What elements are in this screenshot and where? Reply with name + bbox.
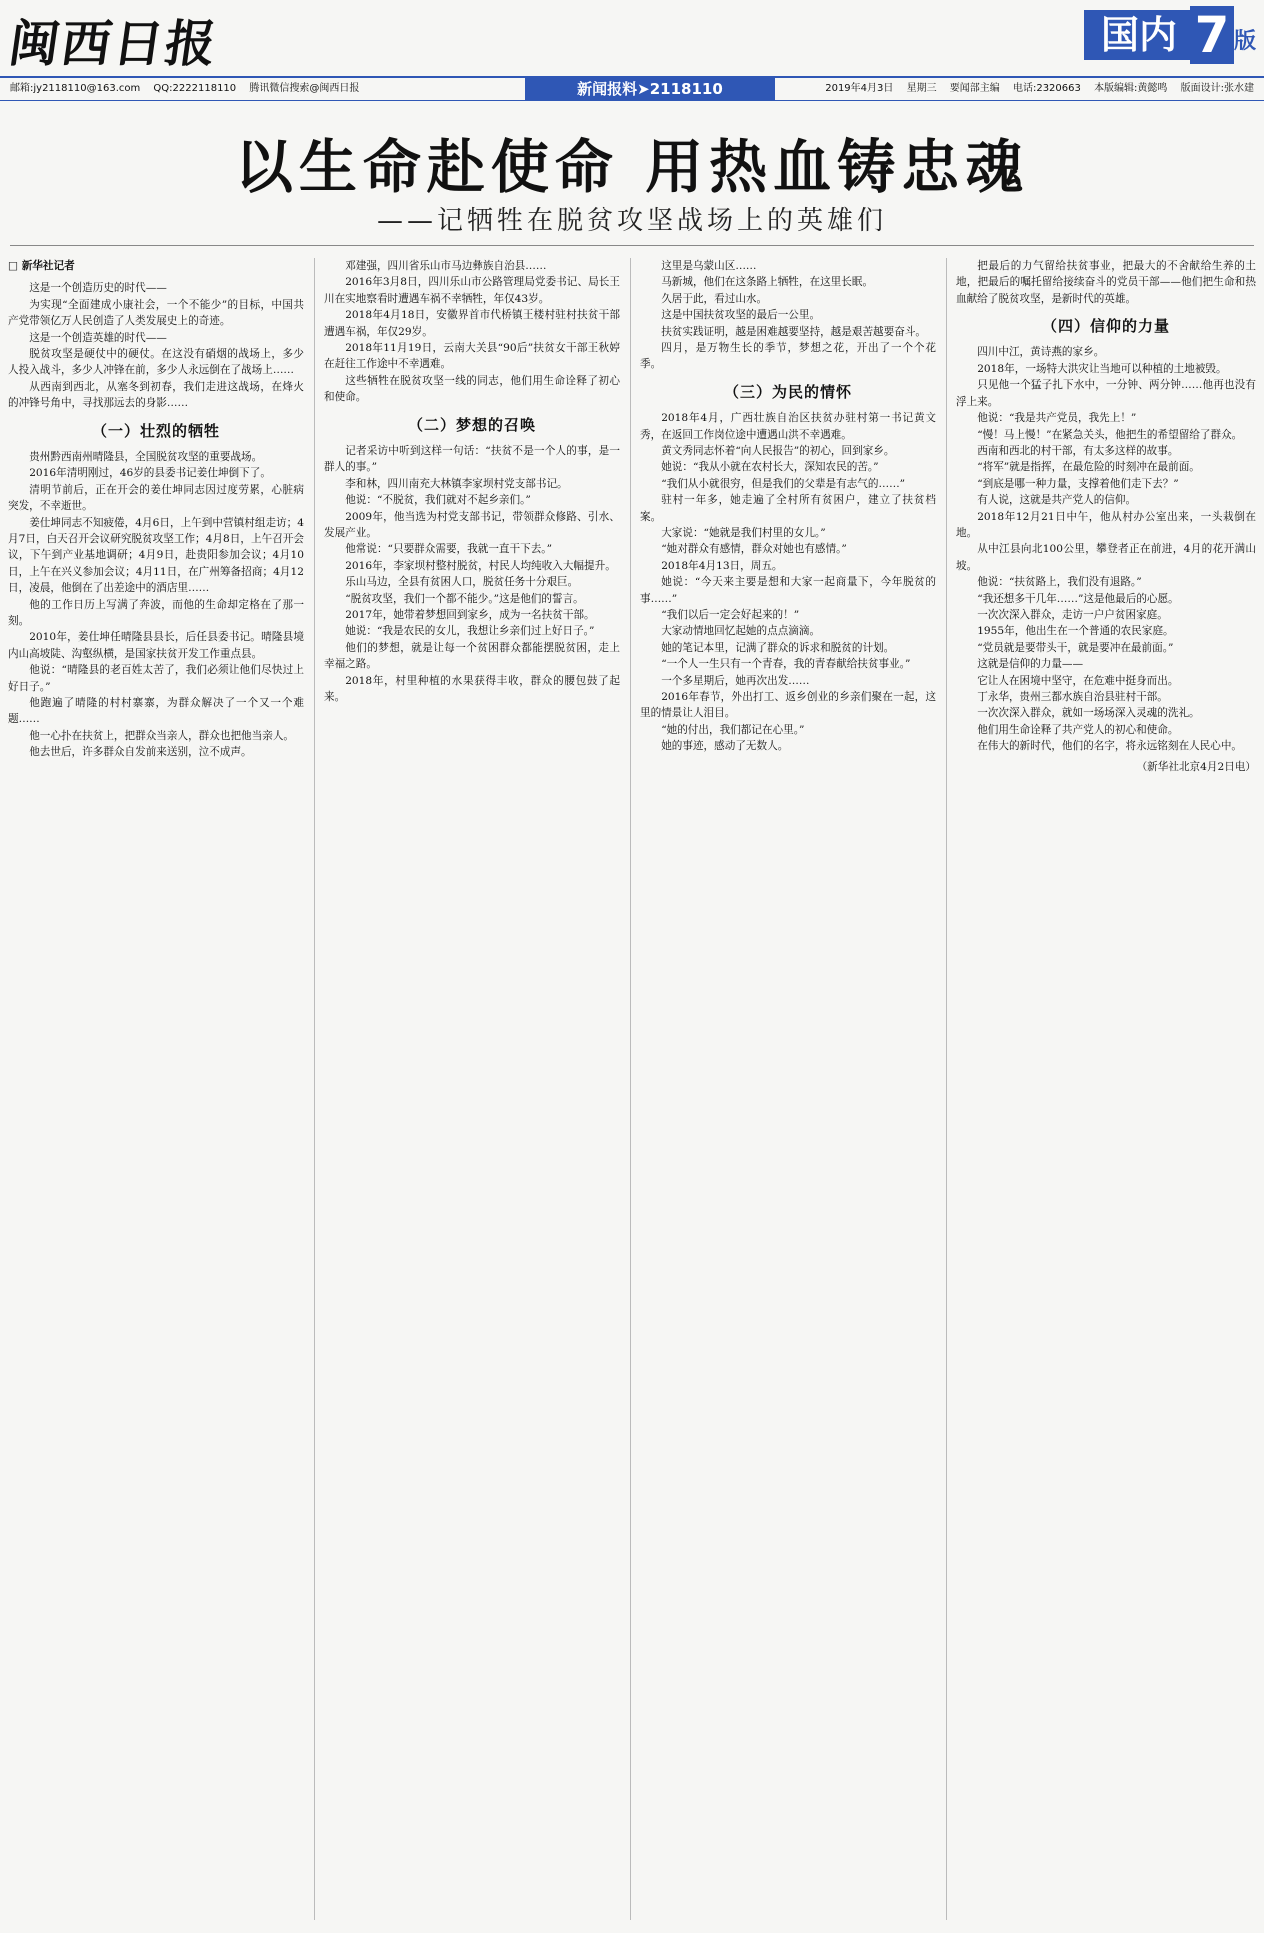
paragraph: 他去世后，许多群众自发前来送别，泣不成声。 (29, 746, 252, 759)
paragraph: 四川中江，黄诗燕的家乡。 (977, 346, 1105, 359)
page-number: 7 (1190, 6, 1234, 64)
paragraph: 2016年清明刚过，46岁的县委书记姜仕坤倒下了。 (29, 467, 271, 480)
paragraph: 黄文秀同志怀着“向人民报告”的初心，回到家乡。 (661, 444, 895, 457)
paragraph: 他说：“扶贫路上，我们没有退路。” (977, 576, 1142, 589)
paragraph: “脱贫攻坚，我们一个都不能少。”这是他们的誓言。 (345, 592, 584, 605)
paragraph: 2018年4月18日，安徽界首市代桥镇王楼村驻村扶贫干部遭遇车祸，年仅29岁。 (324, 309, 620, 338)
paragraph: 2010年，姜仕坤任晴隆县县长，后任县委书记。晴隆县境内山高坡陡、沟壑纵横，是国家扶贫开发工作重点县。 (8, 631, 304, 660)
paragraph: 2018年，村里种植的水果获得丰收，群众的腰包鼓了起来。 (324, 674, 620, 703)
paragraph: 这是一个创造历史的时代—— (29, 282, 167, 295)
paragraph: 从西南到西北，从塞冬到初春，我们走进这战场，在烽火的冲锋号角中，寻找那远去的身影…… (8, 380, 304, 410)
newspaper-logo: 闽西日报 (5, 14, 222, 73)
paragraph: 只见他一个猛子扎下水中，一分钟、两分钟……他再也没有浮上来。 (956, 379, 1256, 408)
paragraph: 丁永华，贵州三都水族自治县驻村干部。 (977, 691, 1168, 703)
phone-text: 电话:2320663 (1012, 83, 1081, 94)
issue-info (815, 78, 1254, 100)
col1-intro (8, 280, 304, 411)
paragraph: 这是一个创造英雄的时代—— (29, 331, 167, 344)
paragraph: 大家动情地回忆起她的点点滴滴。 (661, 625, 821, 638)
paragraph: 记者采访中听到这样一句话：“扶贫不是一个人的事，是一群人的事。” (324, 444, 620, 474)
paragraph: 2016年春节，外出打工、返乡创业的乡亲们聚在一起，这里的情景让人泪目。 (640, 691, 936, 720)
paragraph: 脱贫攻坚是硬仗中的硬仗。在这没有硝烟的战场上，多少人投入战斗，多少人冲锋在前，多少人永远倒在了战场上…… (8, 348, 304, 377)
paragraph: 大家说：“她就是我们村里的女儿。” (661, 526, 826, 539)
paragraph: 2017年，她带着梦想回到家乡，成为一名扶贫干部。 (345, 608, 595, 621)
paragraph: 一次次深入群众，就如一场场深入灵魂的洗礼。 (977, 707, 1200, 720)
page-suffix: 版 (1233, 29, 1256, 54)
paragraph: 2016年，李家坝村整村脱贫，村民人均纯收入大幅提升。 (345, 559, 616, 572)
paragraph: 2018年，一场特大洪灾让当地可以种植的土地被毁。 (977, 362, 1227, 375)
subheadline: ——记牺牲在脱贫攻坚战场上的英雄们 (376, 206, 887, 236)
paragraph: “我们以后一定会好起来的！” (661, 608, 800, 621)
paragraph: 他们用生命诠释了共产党人的初心和使命。 (977, 723, 1179, 736)
paragraph: 在伟大的新时代，他们的名字，将永远铭刻在人民心中。 (977, 740, 1243, 753)
col1-body (8, 449, 304, 761)
paragraph: 1955年，他出生在一个普通的农民家庭。 (977, 625, 1174, 638)
paragraph: “一个人一生只有一个青春，我的青春献给扶贫事业。” (661, 658, 911, 671)
paragraph: “她的付出，我们都记在心里。” (661, 723, 805, 736)
article-body (8, 258, 1256, 1920)
col4-body (956, 344, 1256, 754)
title-rule (10, 245, 1254, 246)
paragraph: 这些牺牲在脱贫攻坚一线的同志，他们用生命诠释了初心和使命。 (324, 374, 620, 404)
qq-text: QQ:2222118110 (153, 83, 237, 94)
byline: □ 新华社记者 (8, 260, 75, 272)
paragraph: 四月，是万物生长的季节，梦想之花，开出了一个个花季。 (640, 342, 936, 371)
paragraph: 2018年11月19日，云南大关县“90后”扶贫女干部王秋婷在赶往工作途中不幸遇难。 (324, 342, 620, 371)
paragraph: 他们的梦想，就是让每一个贫困群众都能摆脱贫困，走上幸福之路。 (324, 641, 620, 671)
column-3 (640, 258, 936, 1920)
paragraph: 这就是信仰的力量—— (977, 658, 1084, 671)
page-designer: 版面设计:张水建 (1180, 83, 1254, 94)
paragraph: 她说：“今天来主要是想和大家一起商量下，今年脱贫的事……” (640, 576, 936, 605)
paragraph: 清明节前后，正在开会的姜仕坤同志因过度劳累，心脏病突发，不幸逝世。 (8, 483, 304, 513)
wechat-text: 腾讯微信搜索@闽西日报 (249, 83, 360, 94)
issue-weekday: 星期三 (906, 83, 937, 94)
paragraph: “慢！马上慢！”在紧急关头，他把生的希望留给了群众。 (977, 428, 1243, 441)
section-title-4: （四）信仰的力量 (1041, 317, 1170, 336)
paragraph: “我还想多干几年……”这是他最后的心愿。 (977, 592, 1179, 605)
paragraph: 2018年4月，广西壮族自治区扶贫办驻村第一书记黄文秀，在返回工作岗位途中遭遇山洪不幸遇难。 (640, 412, 936, 441)
col2-intro (324, 258, 620, 406)
paragraph: 一个多星期后，她再次出发…… (661, 674, 810, 687)
paragraph: 她的事迹，感动了无数人。 (661, 740, 789, 753)
paragraph: 她的笔记本里，记满了群众的诉求和脱贫的计划。 (661, 641, 895, 654)
paragraph: 2016年3月8日，四川乐山市公路管理局党委书记、局长王川在实地察看时遭遇车祸不幸牺牲，年仅43岁。 (324, 276, 620, 305)
column-divider (630, 258, 631, 1920)
paragraph: 2018年4月13日，周五。 (661, 559, 783, 572)
headline: 以生命赴使命 用热血铸忠魂 (234, 133, 1030, 201)
paragraph: 驻村一年多，她走遍了全村所有贫困户，建立了扶贫档案。 (640, 494, 936, 523)
paragraph: 有人说，这就是共产党人的信仰。 (977, 494, 1137, 507)
paragraph: 邓建强，四川省乐山市马边彝族自治县…… (345, 260, 547, 272)
editor-dept: 要闻部主编 (949, 83, 1000, 94)
paragraph: 乐山马边，全县有贫困人口，脱贫任务十分艰巨。 (345, 576, 579, 589)
paragraph: 他说：“不脱贫，我们就对不起乡亲们。” (345, 494, 531, 507)
col3-body (640, 410, 936, 755)
paragraph: 扶贫实践证明，越是困难越要坚持，越是艰苦越要奋斗。 (661, 325, 927, 338)
signoff: （新华社北京4月2日电） (1136, 760, 1256, 773)
paragraph: “她对群众有感情，群众对她也有感情。” (661, 543, 847, 556)
paragraph: 她说：“我是农民的女儿，我想让乡亲们过上好日子。” (345, 625, 595, 638)
section-label: 国内 (1084, 10, 1194, 60)
paragraph: 他跑遍了晴隆的村村寨寨，为群众解决了一个又一个难题…… (8, 697, 304, 726)
column-1 (8, 258, 304, 1920)
column-2 (324, 258, 620, 1920)
issue-date: 2019年4月3日 (825, 83, 894, 94)
contact-info (10, 78, 369, 100)
col4-intro (956, 258, 1256, 307)
column-divider (314, 258, 315, 1920)
info-bar (0, 76, 1264, 101)
col2-body (324, 443, 620, 706)
paragraph: 久居于此，看过山水。 (661, 292, 768, 305)
paragraph: 他常说：“只要群众需要，我就一直干下去。” (345, 543, 552, 556)
section-title-1: （一）壮烈的牺牲 (91, 421, 220, 440)
column-divider (946, 258, 947, 1920)
column-4 (956, 258, 1256, 1920)
paragraph: 姜仕坤同志不知疲倦，4月6日，上午到中营镇村组走访；4月7日，白天召开会议研究脱贫攻坚工作；4月8日，上午召开会议，下午到产业基地调研；4月9日，赴贵阳参加会议；4月10日，上午在兴义参加会议；4月11日，在广州筹备招商；4月12日，凌晨，他倒在了出差途中的酒店里…… (8, 516, 304, 595)
paragraph: “我们从小就很穷，但是我们的父辈是有志气的……” (661, 477, 906, 490)
news-hotline: 新闻报料➤2118110 (525, 78, 775, 100)
paragraph: 2009年，他当选为村党支部书记，带领群众修路、引水、发展产业。 (324, 510, 620, 539)
page-editor: 本版编辑:黄懿鸣 (1094, 83, 1168, 94)
section-title-2: （二）梦想的召唤 (407, 415, 536, 434)
paragraph: 从中江县向北100公里，攀登者正在前进，4月的花开满山坡。 (956, 543, 1256, 572)
paragraph: 西南和西北的村干部，有太多这样的故事。 (977, 444, 1179, 457)
paragraph: 它让人在困境中坚守，在危难中挺身而出。 (977, 674, 1179, 687)
paragraph: 他说：“我是共产党员，我先上！” (977, 412, 1137, 425)
paragraph: 2018年12月21日中午，他从村办公室出来，一头栽倒在地。 (956, 510, 1256, 539)
paragraph: 这里是乌蒙山区…… (661, 260, 757, 272)
section-title-3: （三）为民的情怀 (723, 382, 852, 401)
paragraph: 他的工作日历上写满了奔波，而他的生命却定格在了那一刻。 (8, 598, 304, 627)
paragraph: “党员就是要带头干，就是要冲在最前面。” (977, 641, 1174, 654)
paragraph: 她说：“我从小就在农村长大，深知农民的苦。” (661, 461, 879, 474)
paragraph: 贵州黔西南州晴隆县，全国脱贫攻坚的重要战场。 (29, 450, 263, 463)
paragraph: 李和林，四川南充大林镇李家坝村党支部书记。 (345, 477, 568, 490)
paragraph: 把最后的力气留给扶贫事业，把最大的不舍献给生养的土地，把最后的嘱托留给接续奋斗的党员干部——他们把生命和热血献给了脱贫攻坚，是新时代的英雄。 (956, 260, 1256, 305)
paragraph: 这是中国扶贫攻坚的最后一公里。 (661, 309, 821, 322)
paragraph: 他说：“晴隆县的老百姓太苦了，我们必须让他们尽快过上好日子。” (8, 664, 304, 693)
col3-intro (640, 258, 936, 373)
paragraph: 马新城，他们在这条路上牺牲，在这里长眠。 (661, 276, 874, 289)
paragraph: 他一心扑在扶贫上，把群众当亲人，群众也把他当亲人。 (29, 729, 295, 742)
paragraph: 一次次深入群众，走访一户户贫困家庭。 (977, 608, 1168, 621)
masthead (0, 0, 1264, 73)
paragraph: 为实现“全面建成小康社会，一个不能少”的目标，中国共产党带领亿万人民创造了人类发展史上的奇迹。 (8, 298, 304, 328)
paragraph: “将军”就是指挥，在最危险的时刻冲在最前面。 (977, 461, 1200, 474)
paragraph: “到底是哪一种力量，支撑着他们走下去？” (977, 477, 1179, 490)
email-text: 邮箱:jy2118110@163.com (10, 83, 141, 94)
